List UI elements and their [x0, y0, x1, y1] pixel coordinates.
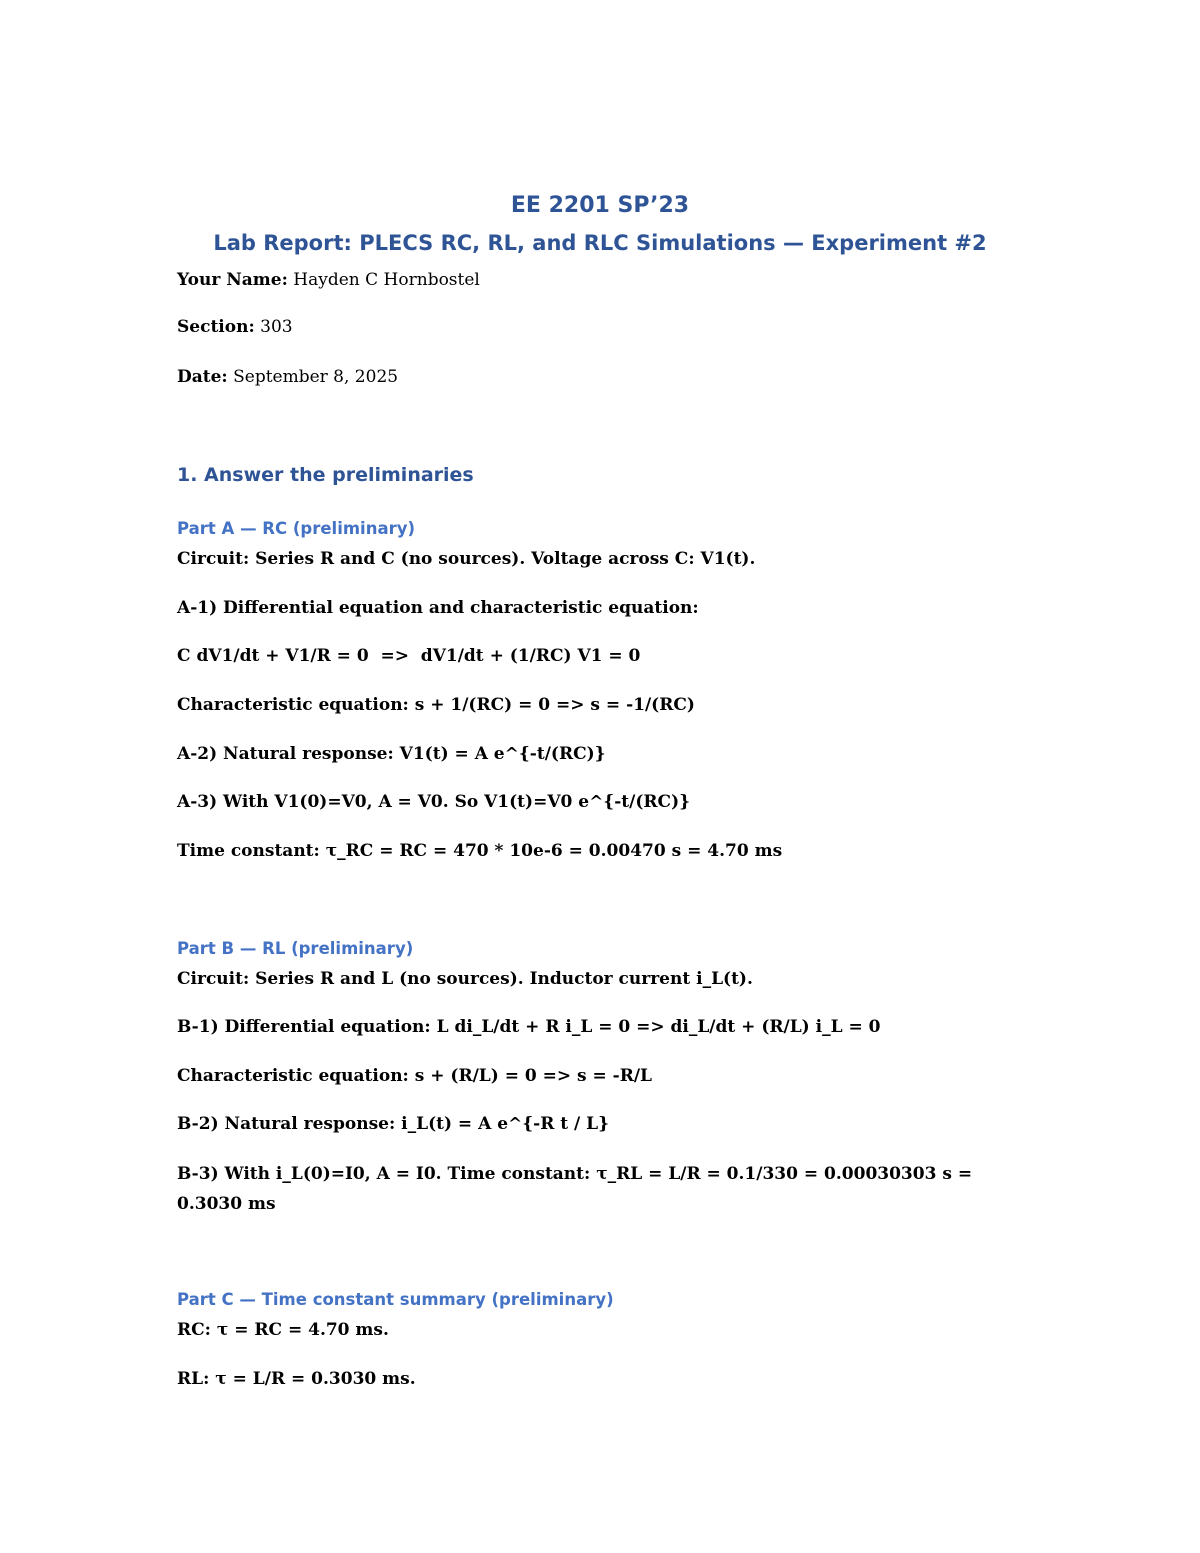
part-c-rl: RL: τ = L/R = 0.3030 ms.: [177, 1369, 416, 1389]
name-label: Your Name:: [177, 270, 288, 290]
section-line: [177, 317, 293, 337]
course-title: EE 2201 SP’23: [510, 193, 690, 218]
name-line: [177, 270, 480, 290]
part-a-time-constant: Time constant: τ_RC = RC = 470 * 10e-6 = 0.00470 s = 4.70 ms: [177, 841, 783, 861]
part-b-b1: B-1) Differential equation: L di_L/dt + R i_L = 0 => di_L/dt + (R/L) i_L = 0: [177, 1017, 881, 1037]
part-a-a2: A-2) Natural response: V1(t) = A e^{-t/(RC)}: [177, 744, 606, 764]
part-b-heading: Part B — RL (preliminary): [177, 939, 414, 958]
date-label: Date:: [177, 367, 228, 387]
part-b-circuit: Circuit: Series R and L (no sources). Inductor current i_L(t).: [177, 969, 753, 989]
date-line: [177, 367, 398, 387]
part-b-characteristic-equation: Characteristic equation: s + (R/L) = 0 => s = -R/L: [177, 1066, 653, 1086]
part-b-b2: B-2) Natural response: i_L(t) = A e^{-R t / L}: [177, 1114, 610, 1134]
part-a-a1: A-1) Differential equation and characteristic equation:: [177, 598, 699, 618]
part-c-heading: Part C — Time constant summary (preliminary): [177, 1290, 614, 1309]
part-a-differential-equation: C dV1/dt + V1/R = 0 => dV1/dt + (1/RC) V1 = 0: [177, 646, 641, 666]
name-value: Hayden C Hornbostel: [293, 270, 480, 290]
report-title: Lab Report: PLECS RC, RL, and RLC Simulations — Experiment #2: [213, 231, 987, 255]
date-value: September 8, 2025: [233, 367, 399, 387]
section-heading-preliminaries: 1. Answer the preliminaries: [177, 464, 474, 486]
part-a-circuit: Circuit: Series R and C (no sources). Voltage across C: V1(t).: [177, 549, 756, 569]
part-a-a3: A-3) With V1(0)=V0, A = V0. So V1(t)=V0 e^{-t/(RC)}: [177, 792, 691, 812]
section-label: Section:: [177, 317, 255, 337]
part-a-heading: Part A — RC (preliminary): [177, 519, 416, 538]
part-c-rc: RC: τ = RC = 4.70 ms.: [177, 1320, 389, 1340]
part-a-characteristic-equation: Characteristic equation: s + 1/(RC) = 0 => s = -1/(RC): [177, 695, 695, 715]
part-b-b3: B-3) With i_L(0)=I0, A = I0. Time constant: τ_RL = L/R = 0.1/330 = 0.00030303 s = 0.3030 ms: [177, 1164, 973, 1214]
section-value: 303: [260, 317, 293, 337]
